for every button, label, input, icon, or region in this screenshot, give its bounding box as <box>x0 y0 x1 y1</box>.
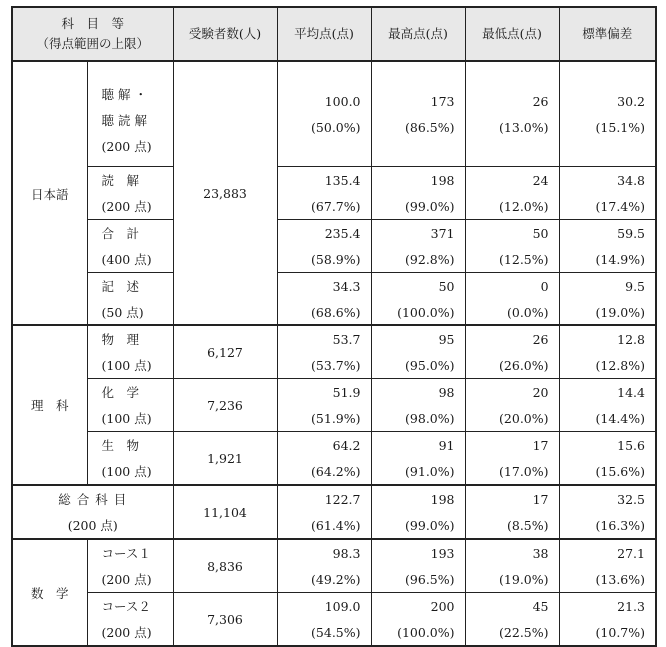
header-subject <box>12 7 173 61</box>
header-subject-line1: 科 目 等 <box>61 16 125 31</box>
cell-value: 9.5 <box>559 273 656 300</box>
header-examinees: 受験者数(人) <box>173 7 277 61</box>
score-statistics-table-lower <box>11 324 657 647</box>
cell-percent: (19.0%) <box>465 566 559 593</box>
cell-percent: (22.5%) <box>465 619 559 646</box>
cell-value: 64.2 <box>277 432 371 459</box>
cell-percent: (10.7%) <box>559 619 656 646</box>
subject-range: (200 点) <box>87 566 173 593</box>
subject-range: (400 点) <box>87 246 173 273</box>
cell-value: 51.9 <box>277 379 371 406</box>
subject-biology: 生 物 <box>87 432 173 459</box>
cell-value: 34.8 <box>559 167 656 194</box>
cell-percent: (20.0%) <box>465 405 559 432</box>
cell-percent: (99.0%) <box>371 512 465 539</box>
table-row <box>12 379 656 406</box>
cell-value <box>465 61 559 88</box>
examinees-course2: 7,306 <box>173 593 277 647</box>
cell-value: 38 <box>465 539 559 566</box>
cell-value: 26 <box>465 325 559 352</box>
cell-percent: (100.0%) <box>371 299 465 326</box>
cell-value: 0 <box>465 273 559 300</box>
cell-value: 45 <box>465 593 559 620</box>
subject-listening <box>87 61 173 167</box>
cell-percent: (95.0%) <box>371 352 465 379</box>
cell-value: 200 <box>371 593 465 620</box>
cell-value: 12.8 <box>559 325 656 352</box>
cell-value: 100.0 <box>277 88 371 114</box>
subject-writing: 記 述 <box>87 273 173 300</box>
cell-value: 122.7 <box>277 485 371 512</box>
cell-percent: (13.6%) <box>559 566 656 593</box>
cell-percent: (54.5%) <box>277 619 371 646</box>
subject-line: 聴 解 ・ <box>101 87 147 102</box>
cell-percent: (12.0%) <box>465 193 559 220</box>
cell-value: 24 <box>465 167 559 194</box>
cell-percent: (12.8%) <box>559 352 656 379</box>
examinees-course1: 8,836 <box>173 539 277 593</box>
cell-value: 17 <box>465 432 559 459</box>
table-row <box>12 325 656 352</box>
subject-range: (200 点) <box>12 512 173 539</box>
cell-percent: (15.1%) <box>559 114 656 140</box>
header-min: 最低点(点) <box>465 7 559 61</box>
table-row <box>12 512 656 539</box>
subject-range: (100 点) <box>87 405 173 432</box>
table-row <box>12 167 656 194</box>
header-mean: 平均点(点) <box>277 7 371 61</box>
group-japanese: 日本語 <box>12 61 87 326</box>
examinees-physics: 6,127 <box>173 325 277 379</box>
subject-line: 聴 読 解 <box>101 113 147 128</box>
header-max: 最高点(点) <box>371 7 465 61</box>
cell-percent: (61.4%) <box>277 512 371 539</box>
cell-percent: (91.0%) <box>371 458 465 485</box>
cell-percent: (96.5%) <box>371 566 465 593</box>
cell-percent: (15.6%) <box>559 458 656 485</box>
table-row <box>12 539 656 566</box>
table-row <box>12 273 656 300</box>
cell-percent: (14.9%) <box>559 246 656 273</box>
cell-percent: (92.8%) <box>371 246 465 273</box>
examinees-general: 11,104 <box>173 485 277 539</box>
cell-percent: (67.7%) <box>277 193 371 220</box>
cell-value: 17 <box>465 485 559 512</box>
cell-value <box>559 61 656 88</box>
table-row <box>12 193 656 220</box>
cell-value: 173 <box>371 88 465 114</box>
cell-spacer <box>371 140 465 167</box>
cell-value: 26 <box>465 88 559 114</box>
examinees-chemistry: 7,236 <box>173 379 277 432</box>
subject-chemistry: 化 学 <box>87 379 173 406</box>
subject-course1: コース１ <box>87 539 173 566</box>
subject-range: (100 点) <box>87 352 173 379</box>
cell-percent: (49.2%) <box>277 566 371 593</box>
header-row <box>12 7 656 61</box>
cell-percent: (12.5%) <box>465 246 559 273</box>
cell-value: 21.3 <box>559 593 656 620</box>
cell-value: 109.0 <box>277 593 371 620</box>
table-row <box>12 566 656 593</box>
cell-percent: (14.4%) <box>559 405 656 432</box>
subject-range: (200 点) <box>87 193 173 220</box>
cell-percent: (13.0%) <box>465 114 559 140</box>
cell-percent: (64.2%) <box>277 458 371 485</box>
table-row <box>12 246 656 273</box>
cell-value: 20 <box>465 379 559 406</box>
cell-value: 98.3 <box>277 539 371 566</box>
cell-spacer <box>465 140 559 167</box>
subject-physics: 物 理 <box>87 325 173 352</box>
cell-percent: (16.3%) <box>559 512 656 539</box>
table-row <box>12 458 656 485</box>
cell-value: 30.2 <box>559 88 656 114</box>
table-row <box>12 593 656 620</box>
cell-value: 34.3 <box>277 273 371 300</box>
cell-value: 91 <box>371 432 465 459</box>
cell-percent: (17.4%) <box>559 193 656 220</box>
cell-value: 198 <box>371 485 465 512</box>
subject-line: (200 点) <box>101 139 152 154</box>
cell-percent: (0.0%) <box>465 299 559 326</box>
cell-value: 32.5 <box>559 485 656 512</box>
cell-value: 371 <box>371 220 465 247</box>
cell-percent: (51.9%) <box>277 405 371 432</box>
cell-percent: (99.0%) <box>371 193 465 220</box>
cell-value: 198 <box>371 167 465 194</box>
cell-percent: (68.6%) <box>277 299 371 326</box>
subject-total: 合 計 <box>87 220 173 247</box>
table-row <box>12 405 656 432</box>
table-row <box>12 485 656 512</box>
subject-range: (100 点) <box>87 458 173 485</box>
subject-general: 総 合 科 目 <box>12 485 173 512</box>
score-statistics-table <box>11 6 657 326</box>
cell-percent: (26.0%) <box>465 352 559 379</box>
cell-percent: (53.7%) <box>277 352 371 379</box>
cell-percent: (17.0%) <box>465 458 559 485</box>
cell-percent: (98.0%) <box>371 405 465 432</box>
table-row <box>12 352 656 379</box>
cell-value: 193 <box>371 539 465 566</box>
table-row <box>12 220 656 247</box>
subject-reading: 読 解 <box>87 167 173 194</box>
examinees-japanese: 23,883 <box>173 61 277 326</box>
cell-value: 27.1 <box>559 539 656 566</box>
cell-percent: (100.0%) <box>371 619 465 646</box>
group-math: 数 学 <box>12 539 87 646</box>
cell-value: 50 <box>465 220 559 247</box>
table-row <box>12 61 656 88</box>
subject-range: (200 点) <box>87 619 173 646</box>
cell-value: 50 <box>371 273 465 300</box>
cell-value: 135.4 <box>277 167 371 194</box>
table-row <box>12 432 656 459</box>
cell-value: 95 <box>371 325 465 352</box>
cell-percent: (86.5%) <box>371 114 465 140</box>
examinees-biology: 1,921 <box>173 432 277 486</box>
cell-value: 53.7 <box>277 325 371 352</box>
header-sd: 標準偏差 <box>559 7 656 61</box>
group-science: 理 科 <box>12 325 87 485</box>
cell-value <box>371 61 465 88</box>
table-row <box>12 299 656 326</box>
cell-spacer <box>277 140 371 167</box>
cell-percent: (19.0%) <box>559 299 656 326</box>
cell-value: 235.4 <box>277 220 371 247</box>
cell-value: 59.5 <box>559 220 656 247</box>
subject-range: (50 点) <box>87 299 173 326</box>
cell-spacer <box>559 140 656 167</box>
cell-percent: (8.5%) <box>465 512 559 539</box>
cell-percent: (50.0%) <box>277 114 371 140</box>
cell-value: 14.4 <box>559 379 656 406</box>
cell-percent: (58.9%) <box>277 246 371 273</box>
table-row <box>12 619 656 646</box>
cell-value <box>277 61 371 88</box>
cell-value: 15.6 <box>559 432 656 459</box>
cell-value: 98 <box>371 379 465 406</box>
header-subject-line2: （得点範囲の上限） <box>36 36 150 51</box>
subject-course2: コース２ <box>87 593 173 620</box>
